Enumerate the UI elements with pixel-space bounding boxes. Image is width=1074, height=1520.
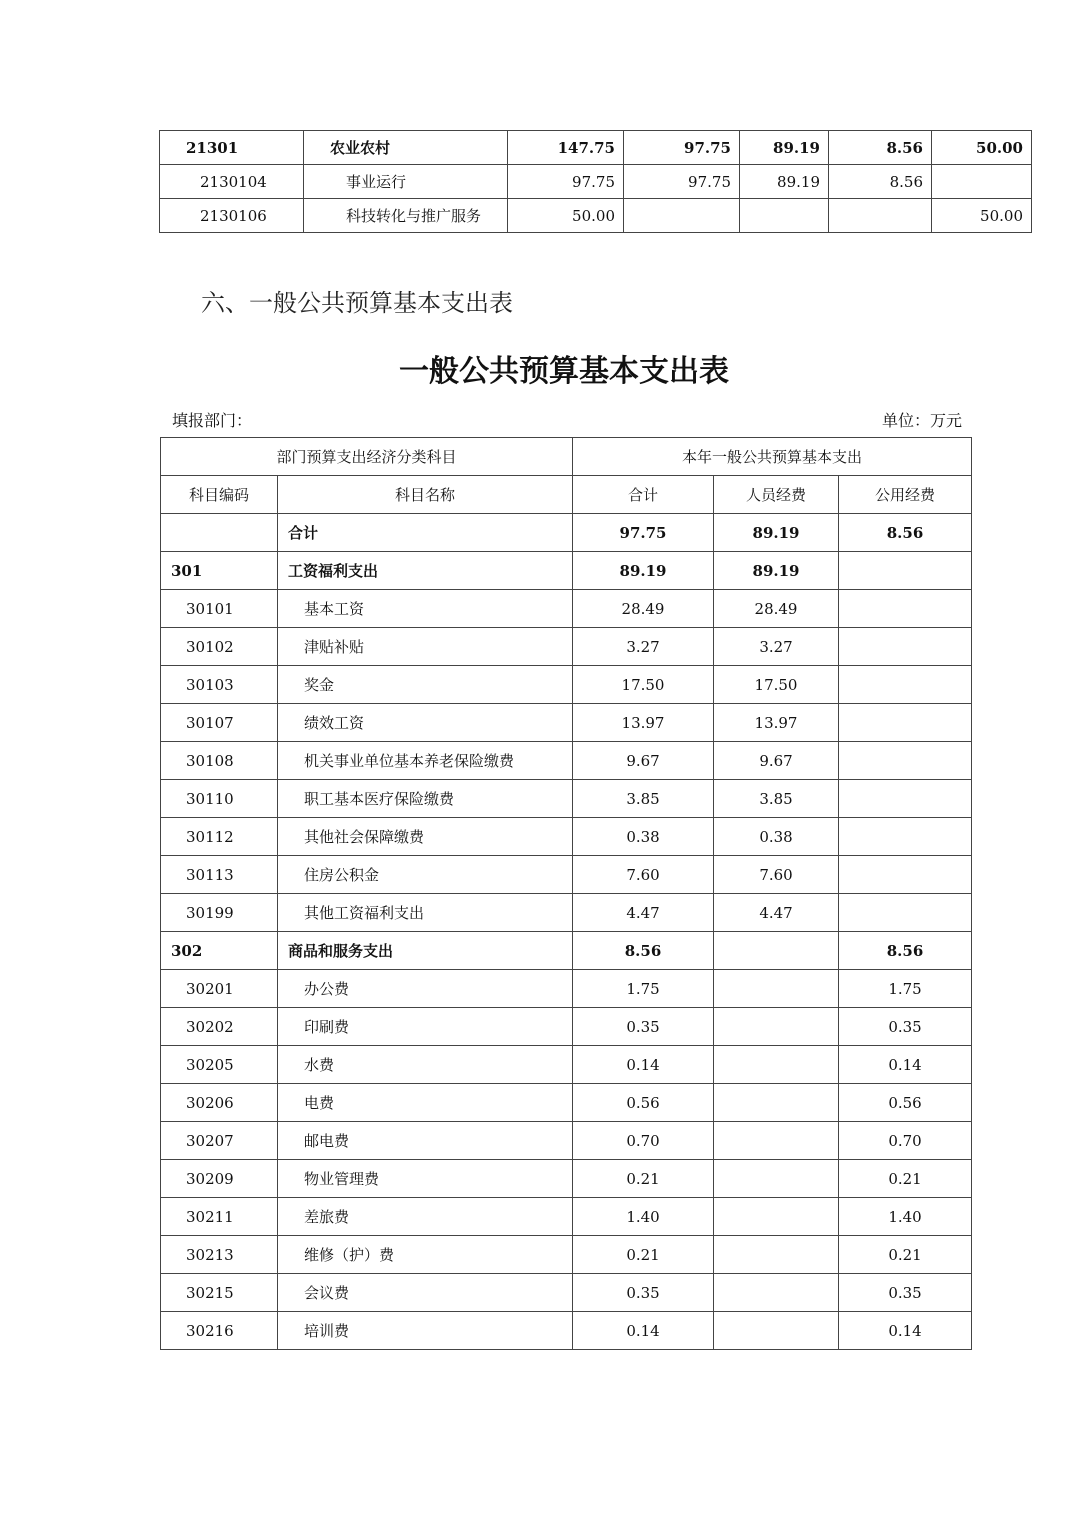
cell-public: 8.56	[829, 165, 932, 199]
table-row	[161, 1046, 972, 1084]
header-personnel: 人员经费	[714, 476, 839, 514]
cell-total: 0.14	[573, 1312, 714, 1350]
cell-personnel: 7.60	[714, 856, 839, 894]
cell-basic: 97.75	[624, 165, 740, 199]
cell-personnel	[714, 1122, 839, 1160]
cell-basic	[624, 199, 740, 233]
cell-public	[839, 590, 972, 628]
cell-public	[839, 780, 972, 818]
cell-public: 8.56	[829, 131, 932, 165]
group-header-row	[161, 438, 972, 476]
cell-personnel	[714, 932, 839, 970]
cell-code: 30205	[161, 1046, 278, 1084]
cell-total: 17.50	[573, 666, 714, 704]
cell-code: 302	[161, 932, 278, 970]
cell-total: 1.75	[573, 970, 714, 1008]
table-row	[161, 704, 972, 742]
cell-total: 1.40	[573, 1198, 714, 1236]
cell-code: 30103	[161, 666, 278, 704]
basic-expenditure-table	[160, 437, 972, 1350]
cell-total: 50.00	[508, 199, 624, 233]
cell-total: 0.35	[573, 1008, 714, 1046]
cell-personnel	[714, 1274, 839, 1312]
cell-personnel: 13.97	[714, 704, 839, 742]
cell-public: 1.75	[839, 970, 972, 1008]
unit-label: 单位：万元	[881, 411, 962, 430]
table-title: 一般公共预算基本支出表	[399, 354, 729, 389]
cell-public	[839, 856, 972, 894]
cell-personnel	[740, 199, 829, 233]
cell-public	[839, 666, 972, 704]
cell-code: 30209	[161, 1160, 278, 1198]
table-row	[161, 1008, 972, 1046]
cell-total: 147.75	[508, 131, 624, 165]
table-row	[161, 1160, 972, 1198]
table-row	[161, 970, 972, 1008]
cell-project	[932, 165, 1032, 199]
table-row	[161, 742, 972, 780]
cell-code: 30110	[161, 780, 278, 818]
cell-personnel: 3.27	[714, 628, 839, 666]
table-row	[161, 666, 972, 704]
cell-personnel: 9.67	[714, 742, 839, 780]
cell-code: 30199	[161, 894, 278, 932]
cell-code: 30206	[161, 1084, 278, 1122]
main-table-body	[161, 514, 972, 1350]
cell-public: 8.56	[839, 932, 972, 970]
cell-name: 差旅费	[278, 1198, 573, 1236]
table-row	[161, 514, 972, 552]
cell-public	[839, 818, 972, 856]
cell-public: 0.35	[839, 1008, 972, 1046]
table-row	[161, 590, 972, 628]
cell-personnel: 0.38	[714, 818, 839, 856]
cell-name: 邮电费	[278, 1122, 573, 1160]
cell-personnel	[714, 1312, 839, 1350]
table-row	[161, 552, 972, 590]
cell-name: 商品和服务支出	[278, 932, 573, 970]
cell-personnel: 28.49	[714, 590, 839, 628]
cell-code: 301	[161, 552, 278, 590]
cell-public: 0.70	[839, 1122, 972, 1160]
cell-code: 30202	[161, 1008, 278, 1046]
cell-personnel: 17.50	[714, 666, 839, 704]
cell-name: 职工基本医疗保险缴费	[278, 780, 573, 818]
cell-personnel: 89.19	[740, 165, 829, 199]
cell-public	[839, 628, 972, 666]
header-name: 科目名称	[278, 476, 573, 514]
table-row	[161, 1236, 972, 1274]
table-row	[161, 818, 972, 856]
cell-name: 农业农村	[304, 131, 508, 165]
table-row	[161, 1198, 972, 1236]
cell-name: 其他社会保障缴费	[278, 818, 573, 856]
cell-name: 基本工资	[278, 590, 573, 628]
table-row	[161, 628, 972, 666]
cell-public: 0.21	[839, 1160, 972, 1198]
group-header-left: 部门预算支出经济分类科目	[161, 438, 573, 476]
cell-personnel: 3.85	[714, 780, 839, 818]
column-header-row	[161, 476, 972, 514]
cell-name: 培训费	[278, 1312, 573, 1350]
cell-personnel	[714, 1236, 839, 1274]
cell-name: 奖金	[278, 666, 573, 704]
cell-code: 30216	[161, 1312, 278, 1350]
cell-personnel: 89.19	[714, 514, 839, 552]
cell-name: 住房公积金	[278, 856, 573, 894]
cell-total: 4.47	[573, 894, 714, 932]
table-row	[161, 932, 972, 970]
header-total: 合计	[573, 476, 714, 514]
table-row	[161, 1312, 972, 1350]
cell-total: 9.67	[573, 742, 714, 780]
cell-personnel	[714, 1008, 839, 1046]
table-row	[161, 1274, 972, 1312]
cell-personnel: 4.47	[714, 894, 839, 932]
cell-code: 30211	[161, 1198, 278, 1236]
cell-name: 物业管理费	[278, 1160, 573, 1198]
cell-personnel: 89.19	[740, 131, 829, 165]
header-public: 公用经费	[839, 476, 972, 514]
cell-name: 办公费	[278, 970, 573, 1008]
cell-total: 13.97	[573, 704, 714, 742]
cell-code: 2130104	[160, 165, 304, 199]
header-code: 科目编码	[161, 476, 278, 514]
cell-total: 0.56	[573, 1084, 714, 1122]
cell-total: 3.85	[573, 780, 714, 818]
cell-total: 0.21	[573, 1160, 714, 1198]
cell-name: 水费	[278, 1046, 573, 1084]
table-row	[161, 780, 972, 818]
cell-name: 机关事业单位基本养老保险缴费	[278, 742, 573, 780]
cell-project: 50.00	[932, 199, 1032, 233]
cell-name: 津贴补贴	[278, 628, 573, 666]
cell-public	[839, 894, 972, 932]
cell-name: 其他工资福利支出	[278, 894, 573, 932]
cell-project: 50.00	[932, 131, 1032, 165]
cell-total: 0.38	[573, 818, 714, 856]
cell-name: 科技转化与推广服务	[304, 199, 508, 233]
cell-total: 97.75	[508, 165, 624, 199]
cell-code: 30207	[161, 1122, 278, 1160]
cell-total: 0.70	[573, 1122, 714, 1160]
cell-code: 30112	[161, 818, 278, 856]
cell-name: 维修（护）费	[278, 1236, 573, 1274]
cell-name: 绩效工资	[278, 704, 573, 742]
section-heading: 六、一般公共预算基本支出表	[201, 289, 513, 317]
cell-code: 30102	[161, 628, 278, 666]
cell-total: 0.21	[573, 1236, 714, 1274]
cell-total: 8.56	[573, 932, 714, 970]
cell-personnel	[714, 1046, 839, 1084]
top-table-body	[160, 131, 1032, 233]
top-table-row	[160, 131, 1032, 165]
cell-code: 30215	[161, 1274, 278, 1312]
cell-code: 30201	[161, 970, 278, 1008]
cell-basic: 97.75	[624, 131, 740, 165]
cell-personnel	[714, 1084, 839, 1122]
cell-name: 工资福利支出	[278, 552, 573, 590]
dept-label: 填报部门：	[172, 411, 253, 430]
cell-total: 7.60	[573, 856, 714, 894]
cell-code: 30113	[161, 856, 278, 894]
table-row	[161, 856, 972, 894]
cell-public	[839, 742, 972, 780]
cell-public: 1.40	[839, 1198, 972, 1236]
table-row	[161, 1122, 972, 1160]
cell-total: 28.49	[573, 590, 714, 628]
cell-personnel: 89.19	[714, 552, 839, 590]
cell-total: 0.35	[573, 1274, 714, 1312]
cell-name: 会议费	[278, 1274, 573, 1312]
cell-public	[829, 199, 932, 233]
cell-total: 0.14	[573, 1046, 714, 1084]
cell-code: 2130106	[160, 199, 304, 233]
cell-code: 30101	[161, 590, 278, 628]
cell-name: 印刷费	[278, 1008, 573, 1046]
cell-name: 电费	[278, 1084, 573, 1122]
cell-name: 合计	[278, 514, 573, 552]
table-row	[161, 1084, 972, 1122]
top-table-row	[160, 165, 1032, 199]
cell-public: 8.56	[839, 514, 972, 552]
cell-code: 21301	[160, 131, 304, 165]
cell-code	[161, 514, 278, 552]
cell-public: 0.14	[839, 1046, 972, 1084]
group-header-right: 本年一般公共预算基本支出	[573, 438, 972, 476]
cell-code: 30107	[161, 704, 278, 742]
cell-public	[839, 552, 972, 590]
cell-name: 事业运行	[304, 165, 508, 199]
top-budget-table	[159, 130, 1032, 233]
cell-total: 89.19	[573, 552, 714, 590]
cell-personnel	[714, 970, 839, 1008]
top-table-row	[160, 199, 1032, 233]
table-row	[161, 894, 972, 932]
cell-code: 30108	[161, 742, 278, 780]
cell-public: 0.35	[839, 1274, 972, 1312]
cell-code: 30213	[161, 1236, 278, 1274]
cell-total: 97.75	[573, 514, 714, 552]
cell-public	[839, 704, 972, 742]
cell-public: 0.14	[839, 1312, 972, 1350]
cell-total: 3.27	[573, 628, 714, 666]
cell-personnel	[714, 1160, 839, 1198]
cell-personnel	[714, 1198, 839, 1236]
cell-public: 0.56	[839, 1084, 972, 1122]
cell-public: 0.21	[839, 1236, 972, 1274]
